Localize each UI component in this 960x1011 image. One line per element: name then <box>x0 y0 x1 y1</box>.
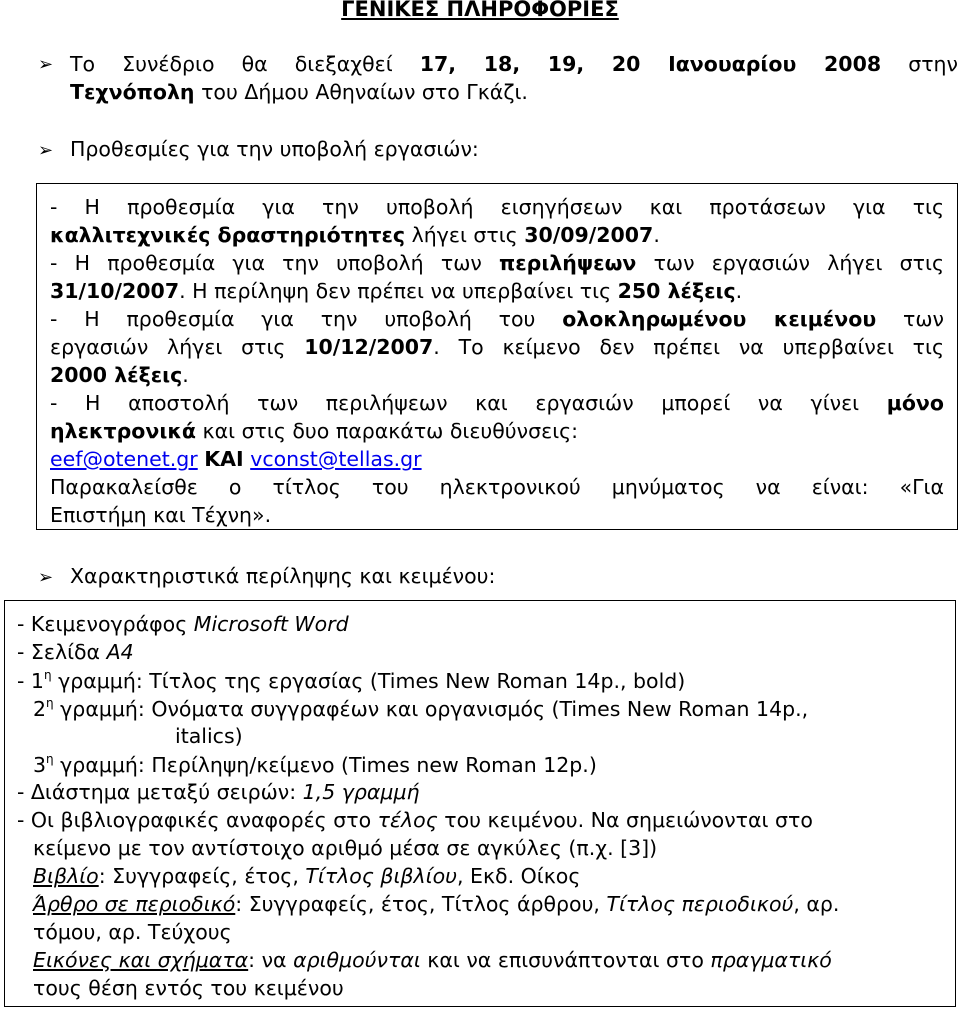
text: Άρθρο σε περιοδικό <box>33 892 236 916</box>
text: 3 <box>33 753 47 777</box>
abstract-deadline: 31/10/2007 <box>50 279 180 303</box>
format-line-page <box>17 640 134 664</box>
deadline-arts-line1: - Η προθεσμία για την υποβολή εισηγήσεων και προτάσεων για τις <box>50 195 944 219</box>
text: λήγει στις <box>411 223 518 247</box>
deadline-fulltext-line1 <box>50 307 944 331</box>
deadline-abstract-line2: 31/10/2007. Η περίληψη δεν πρέπει να υπερβαίνει τις 250 λέξεις. <box>50 279 743 303</box>
fulltext-label: ολοκληρωμένου κειμένου <box>562 307 877 331</box>
text: Εικόνες και σχήματα <box>33 948 249 972</box>
deadline-arts-line2: καλλιτεχνικές δραστηριότητες λήγει στις 30/09/2007. <box>50 223 660 247</box>
email-link-tellas[interactable]: vconst@tellas.gr <box>250 447 422 471</box>
deadlines-heading: Προθεσμίες για την υποβολή εργασιών: <box>70 137 479 161</box>
text: A4 <box>106 640 134 664</box>
text: : Συγγραφείς, έτος, <box>98 864 306 888</box>
text: - Διάστημα μεταξύ σειρών: <box>17 780 303 804</box>
bullet-dates <box>70 52 958 76</box>
abstracts-label: περιλήψεων <box>499 251 637 275</box>
submission-line1 <box>50 391 944 415</box>
text: γραμμή: Τίτλος της εργασίας (Times New Roman 14p., bold) <box>51 669 686 693</box>
text: η <box>46 696 54 710</box>
abstract-word-limit: 250 λέξεις <box>617 279 736 303</box>
submission-line2 <box>50 419 578 443</box>
text: Microsoft Word <box>193 612 349 636</box>
text: - Η προθεσμία για την υποβολή του <box>50 307 536 331</box>
conference-dates: 17, 18, 19, 20 Ιανουαρίου 2008 <box>419 52 882 76</box>
email-subject-line2: Επιστήμη και Τέχνη». <box>50 503 272 527</box>
text: αριθμούνται <box>293 948 421 972</box>
text: - Σελίδα <box>17 640 107 664</box>
arrow-bullet-icon: ➢ <box>38 567 54 588</box>
format-line-figures <box>33 948 832 972</box>
text: στην <box>908 52 958 76</box>
format-line-article-cont: τόμου, αρ. Τεύχους <box>33 920 232 944</box>
text: εργασιών λήγει στις <box>50 335 286 359</box>
text: του κειμένου. Να σημειώνονται στο <box>437 808 813 832</box>
text: Το Συνέδριο θα διεξαχθεί <box>70 52 393 76</box>
arts-label: καλλιτεχνικές δραστηριότητες <box>50 223 406 247</box>
deadline-fulltext-line2: εργασιών λήγει στις 10/12/2007. Το κείμενο δεν πρέπει να υπερβαίνει τις <box>50 335 944 359</box>
text: : να <box>248 948 294 972</box>
text: Το κείμενο δεν πρέπει να υπερβαίνει τις <box>458 335 944 359</box>
text: : Συγγραφείς, έτος, Τίτλος άρθρου, <box>235 892 607 916</box>
page-title: ΓΕΝΙΚΕΣ ΠΛΗΡΟΦΟΡΙΕΣ <box>341 0 619 21</box>
text: , Εκδ. Οίκος <box>456 864 581 888</box>
format-line-2-cont: italics) <box>175 724 243 748</box>
text: η <box>43 668 52 682</box>
text: των <box>903 307 944 331</box>
email-line <box>50 447 422 471</box>
fulltext-word-limit: 2000 λέξεις <box>50 363 183 387</box>
text: γραμμή: Ονόματα συγγραφέων και οργανισμός (Times New Roman 14p., <box>53 697 809 721</box>
format-line-figures-cont: τους θέση εντός του κειμένου <box>33 976 344 1000</box>
format-line-spacing <box>17 780 420 804</box>
text: Βιβλίο <box>33 864 99 888</box>
text: - Η αποστολή των περιλήψεων και εργασιών μπορεί να γίνει <box>50 391 860 415</box>
text: Η περίληψη δεν πρέπει να υπερβαίνει τις <box>192 279 612 303</box>
text: και στις δυο παρακάτω διευθύνσεις: <box>202 419 579 443</box>
format-line-2 <box>33 696 808 721</box>
text: 1,5 γραμμή <box>302 780 420 804</box>
text: του Δήμου Αθηναίων στο Γκάζι. <box>201 80 528 104</box>
text: 2 <box>33 697 47 721</box>
venue: Τεχνόπολη <box>70 80 195 104</box>
arrow-bullet-icon: ➢ <box>38 54 54 75</box>
format-line-3 <box>33 752 597 777</box>
text: - Η προθεσμία για την υποβολή των <box>50 251 482 275</box>
and-label: ΚΑΙ <box>204 447 244 471</box>
deadline-abstract-line1 <box>50 251 944 275</box>
fulltext-deadline: 10/12/2007 <box>304 335 434 359</box>
email-subject-line1: Παρακαλείσθε ο τίτλος του ηλεκτρονικού μηνύματος να είναι: «Για <box>50 475 944 499</box>
format-line-references <box>17 808 813 832</box>
only-label: μόνο <box>886 391 944 415</box>
format-line-references-cont: κείμενο με τον αντίστοιχο αριθμό μέσα σε αγκύλες (π.χ. [3]) <box>33 836 658 860</box>
text: - Οι βιβλιογραφικές αναφορές στο <box>17 808 378 832</box>
text: και να επισυνάπτονται στο <box>420 948 711 972</box>
text: , αρ. <box>793 892 840 916</box>
text: πραγματικό <box>710 948 832 972</box>
electronically-label: ηλεκτρονικά <box>50 419 196 443</box>
format-line-book <box>33 864 580 888</box>
text: των εργασιών λήγει στις <box>653 251 944 275</box>
format-line-word <box>17 612 349 636</box>
arts-deadline: 30/09/2007 <box>524 223 654 247</box>
format-line-article <box>33 892 839 916</box>
deadline-fulltext-line3: 2000 λέξεις. <box>50 363 189 387</box>
text: Τίτλος βιβλίου <box>305 864 457 888</box>
bullet-venue <box>70 80 528 104</box>
text: η <box>46 752 54 766</box>
format-line-1 <box>17 668 685 693</box>
text: τέλος <box>377 808 438 832</box>
arrow-bullet-icon: ➢ <box>38 140 54 161</box>
format-heading: Χαρακτηριστικά περίληψης και κειμένου: <box>70 564 496 588</box>
text: - 1 <box>17 669 44 693</box>
text: - Κειμενογράφος <box>17 612 194 636</box>
text: Τίτλος περιοδικού <box>606 892 794 916</box>
text: γραμμή: Περίληψη/κείμενο (Times new Roman 12p.) <box>53 753 597 777</box>
email-link-otenet[interactable]: eef@otenet.gr <box>50 447 198 471</box>
